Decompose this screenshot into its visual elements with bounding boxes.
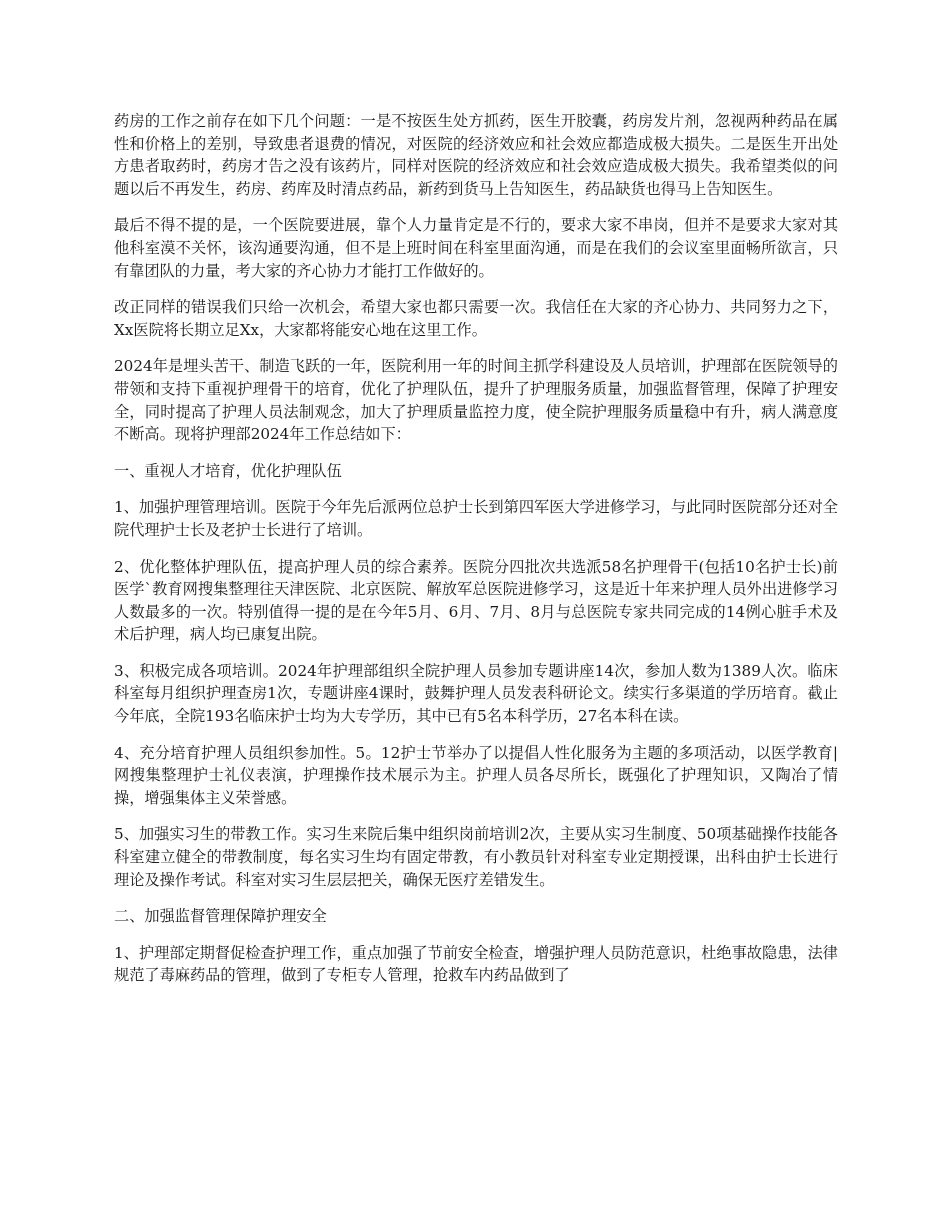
paragraph-item-5-intern-teaching: 5、加强实习生的带教工作。实习生来院后集中组织岗前培训2次，主要从实习生制度、50项基础操作技能各科室建立健全的带教制度，每名实习生均有固定带教，有小教员针对科室专业定期授课，出科由护士长进行理论及操作考试。科室对实习生层层把关，确保无医疗差错发生。 xyxy=(114,825,838,889)
document-page xyxy=(114,110,838,1001)
paragraph-item-3-training: 3、积极完成各项培训。2024年护理部组织全院护理人员参加专题讲座14次，参加人数为1389人次。临床科室每月组织护理查房1次，专题讲座4课时，鼓舞护理人员发表科研论文。续实行多渠道的学历培育。截止今年底，全院193名临床护士均为大专学历，其中已有5名本科学历，27名本科在读。 xyxy=(114,661,838,726)
paragraph-safety-item-1: 1、护理部定期督促检查护理工作，重点加强了节前安全检查，增强护理人员防范意识，杜绝事故隐患，法律规范了毒麻药品的管理，做到了专柜专人管理，抢救车内药品做到了 xyxy=(114,943,838,985)
section-heading-talent: 一、重视人才培育，优化护理队伍 xyxy=(114,461,342,480)
paragraph-item-2-optimize-team: 2、优化整体护理队伍，提高护理人员的综合素养。医院分四批次共选派58名护理骨干(包括10名护士长)前医学`教育网搜集整理往天津医院、北京医院、解放军总医院进修学习，这是近十年来护理人员外出进修学习人数最多的一次。特别值得一提的是在今年5月、6月、7月、8月与总医院专家共同完成的14例心脏手术及术后护理，病人均已康复出院。 xyxy=(114,557,838,644)
paragraph-item-1-management-training: 1、加强护理管理培训。医院于今年先后派两位总护士长到第四军医大学进修学习，与此同时医院部分还对全院代理护士长及老护士长进行了培训。 xyxy=(114,498,838,539)
paragraph-item-4-participation: 4、充分培育护理人员组织参加性。5。12护士节举办了以提倡人性化服务为主题的多项活动，以医学教育|网搜集整理护士礼仪表演，护理操作技术展示为主。护理人员各尽所长，既强化了护理知识，又陶冶了情操，增强集体主义荣誉感。 xyxy=(114,743,838,807)
paragraph-correct-mistakes: 改正同样的错误我们只给一次机会，希望大家也都只需要一次。我信任在大家的齐心协力、共同努力之下，Xx医院将长期立足Xx，大家都将能安心地在这里工作。 xyxy=(114,298,838,339)
section-heading-safety: 二、加强监督管理保障护理安全 xyxy=(114,907,327,926)
paragraph-teamwork: 最后不得不提的是，一个医院要进展，靠个人力量肯定是不行的，要求大家不串岗，但并不是要求大家对其他科室漠不关怀，该沟通要沟通，但不是上班时间在科室里面沟通，而是在我们的会议室里面畅所欲言，只有靠团队的力量，考大家的齐心协力才能打工作做好的。 xyxy=(114,216,838,280)
paragraph-pharmacy-issues: 药房的工作之前存在如下几个问题：一是不按医生处方抓药，医生开胶囊，药房发片剂，忽视两种药品在属性和价格上的差别，导致患者退费的情况，对医院的经济效应和社会效应都造成极大损失。二是医生开出处方患者取药时，药房才告之没有该药片，同样对医院的经济效应和社会效应造成极大损失。我希望类似的问题以后不再发生，药房、药库及时清点药品，新药到货马上告知医生，药品缺货也得马上告知医生。 xyxy=(114,112,838,198)
paragraph-2024-summary: 2024年是埋头苦干、制造飞跃的一年，医院利用一年的时间主抓学科建设及人员培训，护理部在医院领导的带领和支持下重视护理骨干的培育，优化了护理队伍，提升了护理服务质量，加强监督管理，保障了护理安全，同时提高了护理人员法制观念，加大了护理质量监控力度，使全院护理服务质量稳中有升，病人满意度不断高。现将护理部2024年工作总结如下： xyxy=(114,357,838,444)
